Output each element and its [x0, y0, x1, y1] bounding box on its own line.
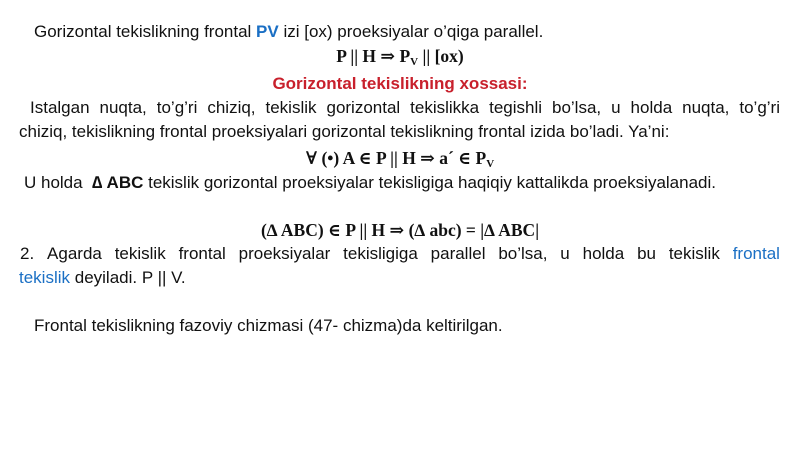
- formula2-sub: V: [486, 158, 495, 170]
- triangle-text-before: U holda: [24, 173, 93, 192]
- word: proeksiyalar: [238, 244, 331, 263]
- formula1-sub: V: [410, 56, 419, 68]
- frontal-line-1: [20, 244, 780, 264]
- word: Agarda: [47, 244, 102, 263]
- formula2-main: ∀ (•) A ∈ P || H ⇒ a´ ∈ P: [305, 148, 487, 168]
- word: u: [560, 244, 570, 263]
- word: u: [611, 98, 621, 117]
- word: tekislik: [265, 98, 317, 117]
- word: bu: [637, 244, 656, 263]
- word: 2.: [20, 244, 35, 263]
- intro-text-before: Gorizontal tekislikning frontal: [34, 22, 257, 41]
- property-heading: Gorizontal tekislikning xossasi:: [272, 74, 528, 93]
- intro-line: [34, 22, 543, 42]
- word: tegishli: [489, 98, 543, 117]
- word: bo’lsa,: [552, 98, 602, 117]
- word: tekislik: [668, 244, 720, 263]
- intro-text-after: izi [ox) proeksiyalar o’qiga parallel.: [278, 22, 544, 41]
- triangle-text-after: tekislik gorizontal proeksiyalar tekisligiga haqiqiy kattalikda proeksiyalanadi.: [143, 173, 716, 192]
- triangle-abc-label: ∆ ABC: [92, 173, 144, 192]
- figure-reference-line: Frontal tekislikning fazoviy chizmasi (47- chizma)da keltirilgan.: [34, 316, 503, 335]
- word: frontal: [178, 244, 226, 263]
- formula-point: [0, 148, 800, 168]
- frontal-line-2: [19, 268, 186, 288]
- frontal-term: frontal: [732, 244, 780, 263]
- pv-trace-label: PV: [256, 22, 279, 41]
- word: Istalgan: [30, 98, 90, 117]
- word: bo’lsa,: [498, 244, 548, 263]
- word: nuqta,: [99, 98, 147, 117]
- word: tekislikka: [410, 98, 480, 117]
- property-line-2: chiziq, tekislikning frontal proeksiyalari gorizontal tekislikning frontal izida bo’ladi. Ya’ni:: [19, 122, 670, 141]
- formula-parallel: [0, 46, 800, 66]
- triangle-line: [24, 173, 716, 193]
- word: holda: [630, 98, 673, 117]
- word: to’g’ri: [156, 98, 198, 117]
- frontal-line-2-rest: deyiladi. P || V.: [70, 268, 186, 287]
- word: tekisligiga: [343, 244, 418, 263]
- word: tekislik: [114, 244, 166, 263]
- frontal-plane-term: tekislik: [19, 268, 71, 287]
- word: nuqta,: [682, 98, 730, 117]
- formula1-end: || [ox): [418, 46, 464, 66]
- word: chiziq,: [207, 98, 256, 117]
- word: gorizontal: [326, 98, 401, 117]
- word: to’g’ri: [739, 98, 780, 117]
- property-line-1: [30, 98, 780, 118]
- word: holda: [582, 244, 625, 263]
- formula-triangle: (∆ ABC) ∈ P || H ⇒ (∆ abc) = |∆ ABC|: [260, 220, 540, 240]
- formula1-main: P || H ⇒ P: [336, 46, 411, 66]
- word: parallel: [430, 244, 486, 263]
